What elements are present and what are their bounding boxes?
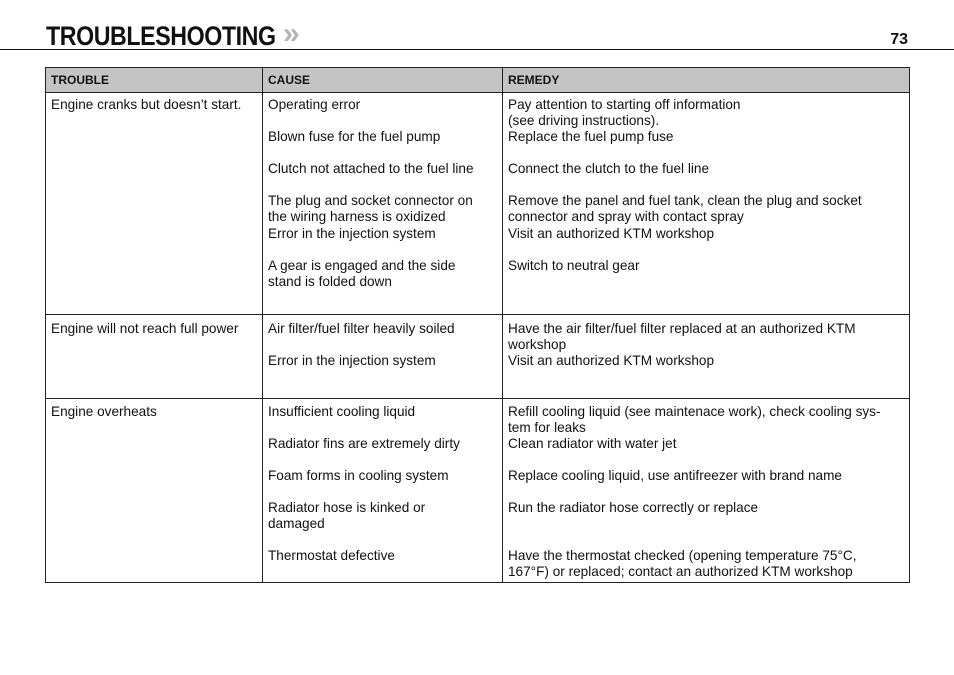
cause-item: Air filter/fuel filter heavily soiled [268,321,455,336]
cause-cell [263,93,503,315]
table-row [46,315,910,399]
page-header [0,0,954,50]
trouble-cell [46,399,263,583]
remedy-cell [503,315,910,399]
remedy-item: Clean radiator with water jet [508,436,677,451]
cause-item: Insufficient cooling liquid [268,404,416,419]
remedy-item: Connect the clutch to the fuel line [508,161,710,176]
cause-item: A gear is engaged and the side stand is folded down [268,258,456,289]
cause-item: Foam forms in cooling system [268,468,449,483]
page-number: 73 [890,31,908,48]
remedy-item: Have the thermostat checked (opening temperature 75°C, 167°F) or replaced; contact an authorized KTM workshop [508,548,857,579]
remedy-item: Replace the fuel pump fuse [508,129,674,144]
cause-cell [263,399,503,583]
remedy-item: Remove the panel and fuel tank, clean the plug and socket connector and spray with contact spray [508,193,862,224]
remedy-item: Visit an authorized KTM workshop [508,353,715,368]
trouble-text: Engine cranks but doesn’t start. [51,97,242,112]
trouble-text: Engine overheats [51,404,157,419]
column-header-remedy: REMEDY [503,68,910,93]
trouble-cell [46,315,263,399]
cause-item: Error in the injection system [268,353,436,368]
remedy-item: Switch to neutral gear [508,258,640,273]
cause-item: The plug and socket connector on the wiring harness is oxidized [268,193,473,224]
chevron-right-double-icon: » [283,17,300,50]
page-title: TROUBLESHOOTING [46,21,276,51]
remedy-item: Have the air filter/fuel filter replaced at an authorized KTM workshop [508,321,856,352]
cause-item: Radiator fins are extremely dirty [268,436,460,451]
cause-item: Clutch not attached to the fuel line [268,161,474,176]
table-header-row [46,68,910,93]
remedy-item: Pay attention to starting off information (see driving instructions). [508,97,741,128]
column-header-trouble: TROUBLE [46,68,263,93]
remedy-item: Replace cooling liquid, use antifreezer with brand name [508,468,842,483]
remedy-item: Visit an authorized KTM workshop [508,226,715,241]
table-row [46,93,910,315]
cause-item: Thermostat defective [268,548,395,563]
remedy-cell [503,93,910,315]
column-header-cause: CAUSE [263,68,503,93]
cause-item: Radiator hose is kinked or damaged [268,500,426,531]
cause-item: Blown fuse for the fuel pump [268,129,441,144]
cause-item: Error in the injection system [268,226,436,241]
remedy-cell [503,399,910,583]
trouble-text: Engine will not reach full power [51,321,239,336]
table-row [46,399,910,583]
cause-cell [263,315,503,399]
troubleshooting-table [45,67,910,583]
remedy-item: Run the radiator hose correctly or replace [508,500,759,515]
trouble-cell [46,93,263,315]
remedy-item: Refill cooling liquid (see maintenace work), check cooling sys- tem for leaks [508,404,881,435]
cause-item: Operating error [268,97,361,112]
